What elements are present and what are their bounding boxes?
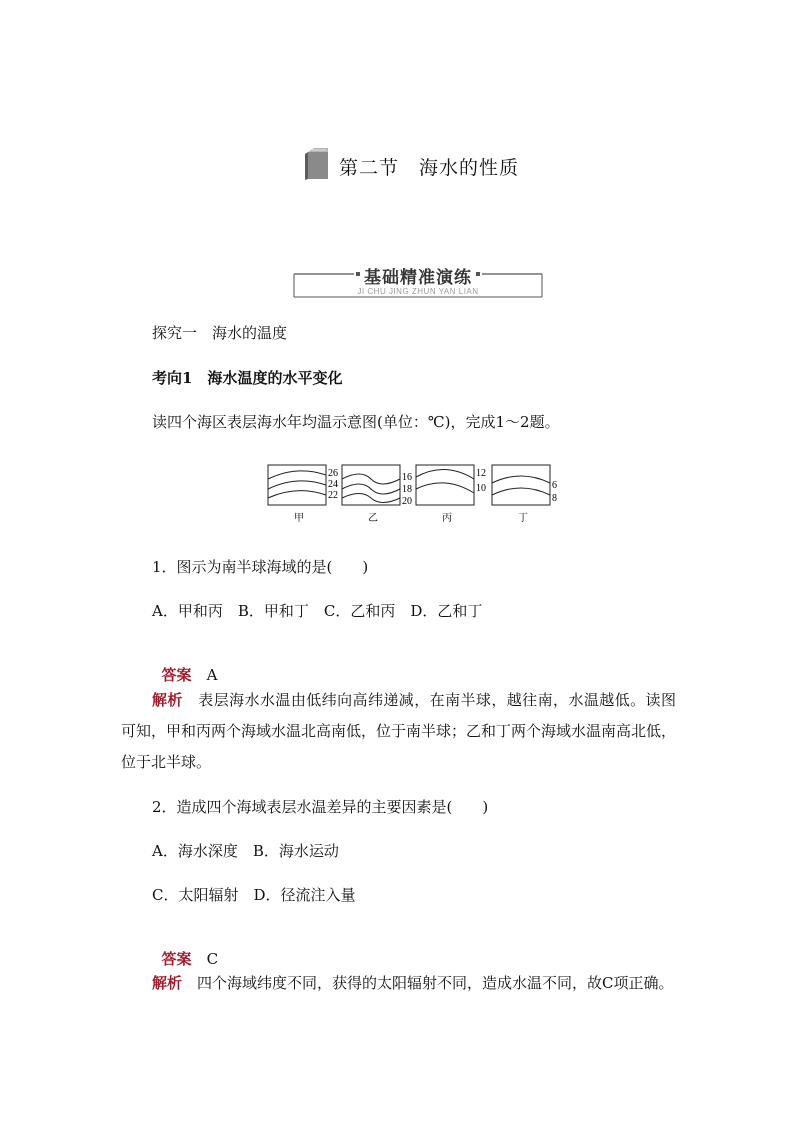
fig-label: 20 [402,496,412,507]
fig-label: 6 [552,480,557,491]
panel-bing [416,465,486,524]
answer-label: 答案 [161,950,192,968]
panel-jia [268,465,338,524]
fig-label: 8 [552,493,557,504]
analysis-label: 解析 [152,974,183,992]
fig-label: 10 [476,483,486,494]
answer-1 [152,645,217,685]
answer-label: 答案 [161,666,192,684]
answer-value: A [206,666,218,684]
intro-text: 读四个海区表层海水年均温示意图(单位：℃)，完成1～2题。 [152,413,560,431]
page-title-row [305,146,519,186]
answer-value: C [206,950,219,968]
fig-label: 26 [328,468,338,479]
fig-label: 24 [328,479,338,490]
analysis-text: 四个海域纬度不同，获得的太阳辐射不同，造成水温不同，故C项正确。 [197,974,674,992]
question-2-options-2: C．太阳辐射 D．径流注入量 [152,886,356,904]
question-2: 2．造成四个海域表层水温差异的主要因素是( ) [152,798,489,816]
question-1: 1．图示为南半球海域的是( ) [152,558,369,576]
analysis-label: 解析 [152,691,183,709]
isotherm-figure [266,463,562,525]
book-icon [305,148,329,184]
fig-label: 12 [476,468,486,479]
fig-label: 22 [328,490,338,501]
question-2-options-1: A．海水深度 B．海水运动 [152,842,339,860]
analysis-2 [121,968,676,999]
fig-label: 18 [402,484,412,495]
banner-subtitle: JI CHU JING ZHUN YAN LIAN [357,287,479,296]
fig-label: 16 [402,472,412,483]
panel-ding [492,465,557,524]
panel-name: 乙 [368,513,378,524]
panel-name: 甲 [294,513,304,524]
panel-name: 丙 [442,513,452,524]
answer-2 [152,929,218,969]
analysis-text: 表层海水水温由低纬向高纬递减，在南半球，越往南，水温越低。读图可知，甲和丙两个海域水温北高南低，位于南半球；乙和丁两个海域水温南高北低，位于北半球。 [121,691,677,771]
panel-name: 丁 [518,513,528,524]
panel-yi [342,465,412,524]
page-title: 第二节 海水的性质 [339,156,520,179]
topic-label: 考向1 海水温度的水平变化 [152,369,343,387]
section-title: 探究一 海水的温度 [152,324,288,342]
section-banner [292,262,544,300]
analysis-1 [121,685,676,778]
question-1-options: A．甲和丙 B．甲和丁 C．乙和丙 D．乙和丁 [152,602,483,620]
banner-title: 基础精准演练 [364,268,472,288]
